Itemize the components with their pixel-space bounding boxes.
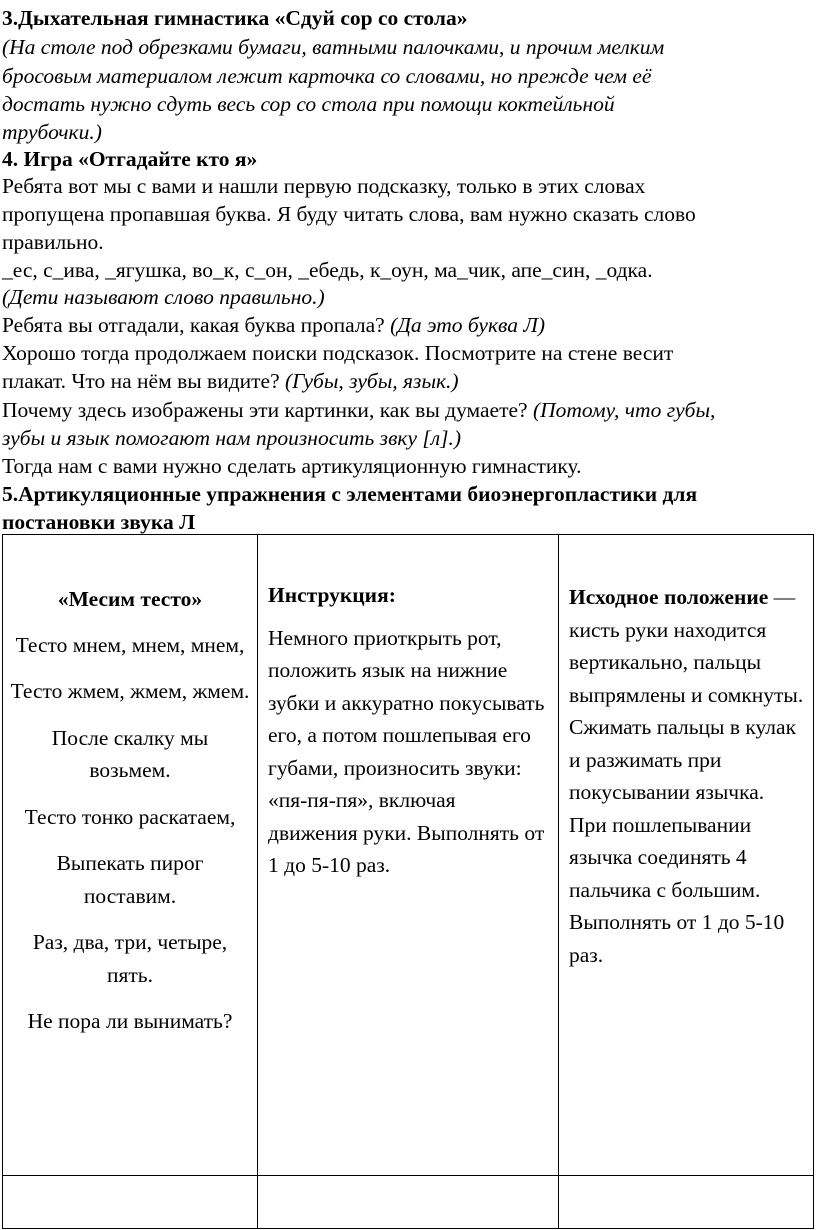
question-text: Почему здесь изображены эти картинки, как вы думаете?	[2, 398, 533, 422]
poem-line: Тесто жмем, жмем, жмем.	[10, 679, 250, 703]
section4-intro-line-1: Ребята вот мы с вами и нашли первую подсказку, только в этих словах	[2, 174, 646, 198]
section3-note-line-4: трубочки.)	[2, 120, 102, 144]
poem-title: «Месим тесто»	[57, 587, 203, 611]
instruction-heading: Инструкция:	[268, 583, 396, 607]
kids-answer-note: (Дети называют слово правильно.)	[2, 285, 325, 309]
answer-text: (Да это буква Л)	[390, 313, 546, 337]
position-cell	[559, 535, 814, 1176]
answer-text: (Губы, зубы, язык.)	[285, 369, 459, 393]
section3-title: 3.Дыхательная гимнастика «Сдуй сор со стола»	[2, 6, 468, 30]
section5-title-line-1: 5.Артикуляционные упражнения с элементами биоэнергопластики для	[2, 482, 698, 506]
question-line-2: Хорошо тогда продолжаем поиски подсказок. Посмотрите на стене весит	[2, 341, 674, 365]
question-line-3	[2, 367, 459, 396]
section5-title-line-2: постановки звука Л	[2, 510, 196, 534]
question-text: Ребята вы отгадали, какая буква пропала?	[2, 313, 391, 337]
instruction-text: Немного приоткрыть рот, положить язык на нижние зубки и аккуратно покусывать его, а потом пошлепывая его губами, произносить звуки: «пя-пя-пя», включая движения руки. Выполнять от 1 до 5-10 раз.	[268, 625, 545, 877]
missing-letter-words: _ес, с_ива, _ягушка, во_к, с_он, _ебедь, к_оун, ма_чик, апе_син, _одка.	[2, 258, 653, 282]
empty-cell	[258, 1176, 559, 1229]
instruction-cell	[258, 535, 559, 1176]
section4-intro-line-3: правильно.	[2, 230, 104, 254]
section4-title: 4. Игра «Отгадайте кто я»	[2, 147, 258, 171]
table-row	[3, 535, 814, 1176]
poem-line: Раз, два, три, четыре, пять.	[32, 930, 228, 987]
poem-line: Тесто мнем, мнем, мнем,	[15, 632, 245, 657]
poem-line: После скалку мы возьмем.	[51, 725, 209, 782]
section3-note-line-3: достать нужно сдуть весь сор со стола при помощи коктейльной	[2, 92, 615, 116]
empty-cell	[559, 1176, 814, 1229]
closing-line: Тогда нам с вами нужно сделать артикуляционную гимнастику.	[2, 454, 582, 478]
question-text: плакат. Что на нём вы видите?	[2, 369, 286, 393]
exercise-table	[2, 534, 814, 1229]
answer-text: (Потому, что губы,	[532, 398, 716, 422]
empty-cell	[3, 1176, 258, 1229]
section3-note-line-2: бросовым материалом лежит карточка со словами, но прежде чем её	[2, 64, 652, 88]
section4-intro-line-2: пропущена пропавшая буква. Я буду читать слова, вам нужно сказать слово	[2, 202, 696, 226]
question-line-4	[2, 396, 715, 425]
poem-line: Не пора ли вынимать?	[27, 1009, 233, 1033]
section3-note-line-1: (На столе под обрезками бумаги, ватными палочками, и прочим мелким	[2, 35, 665, 59]
question-line-1	[2, 311, 545, 340]
poem-cell	[3, 535, 258, 1176]
poem-line: Тесто тонко раскатаем,	[24, 804, 236, 829]
poem-line: Выпекать пирог поставим.	[56, 851, 204, 908]
question-line-5: зубы и язык помогают нам произносить звку [л].)	[2, 426, 462, 450]
table-row-empty	[3, 1176, 814, 1229]
position-heading: Исходное положение	[569, 585, 769, 609]
position-text: — кисть руки находится вертикально, пальцы выпрямлены и сомкнуты. Сжимать пальцы в кулак и разжимать при покусывании язычка. При пошлепывании язычка соединять 4 пальчика с большим. Выполнять от 1 до 5-10 раз.	[569, 585, 804, 967]
